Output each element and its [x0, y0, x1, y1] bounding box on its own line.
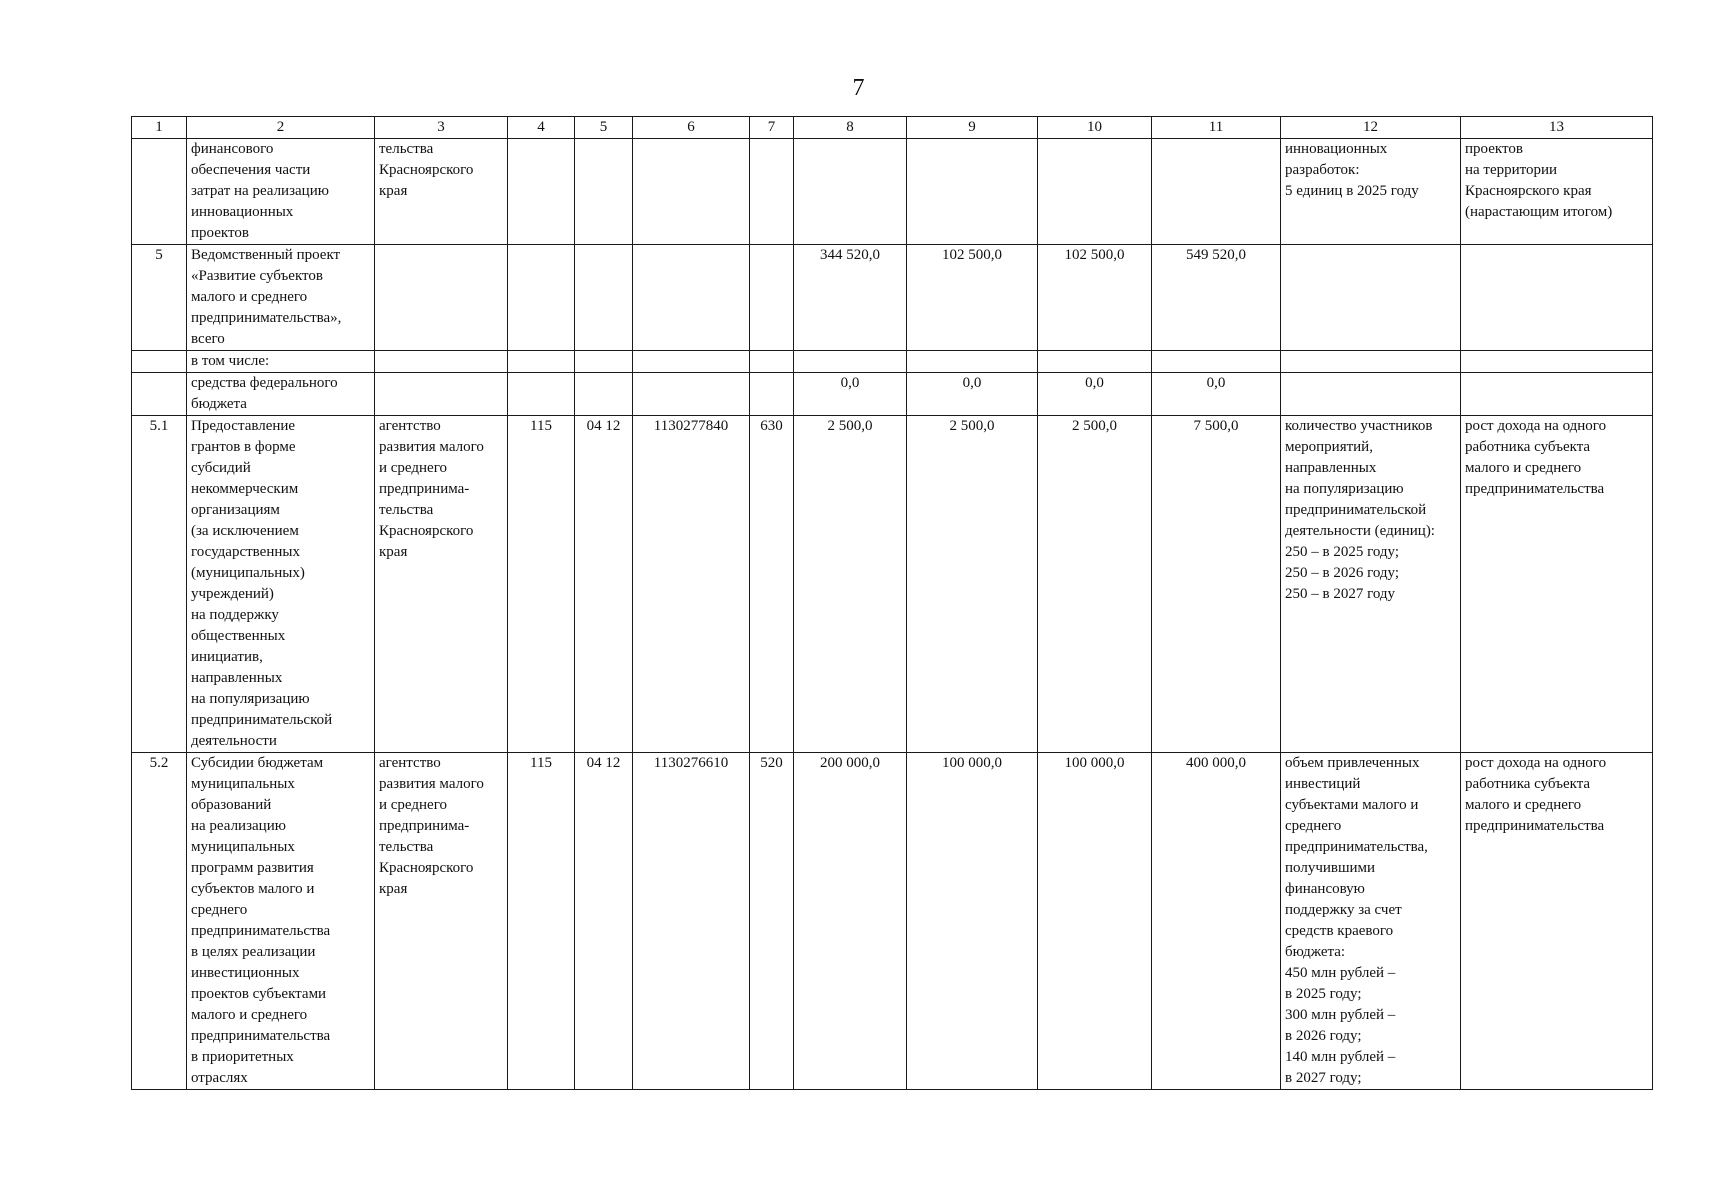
cell-vr: 630	[750, 416, 794, 753]
cell-amount-2027: 102 500,0	[1038, 245, 1152, 351]
table-row-federal	[132, 373, 1653, 416]
column-header: 9	[907, 117, 1038, 139]
cell-amount-total: 0,0	[1152, 373, 1281, 416]
cell-executor	[375, 351, 508, 373]
cell-executor: агентство развития малого и среднего предпринима- тельства Красноярского края	[375, 416, 508, 753]
cell-indicator-link	[1461, 245, 1653, 351]
cell-amount-2026: 2 500,0	[907, 416, 1038, 753]
cell-amount-2027: 0,0	[1038, 373, 1152, 416]
cell-name: в том числе:	[187, 351, 375, 373]
cell-amount-2027	[1038, 351, 1152, 373]
table-row-item-5-1	[132, 416, 1653, 753]
cell-vr	[750, 351, 794, 373]
column-header: 7	[750, 117, 794, 139]
cell-grbs	[508, 351, 575, 373]
cell-rzpr	[575, 351, 633, 373]
cell-number: 5.2	[132, 753, 187, 1090]
column-header: 1	[132, 117, 187, 139]
cell-rzpr: 04 12	[575, 753, 633, 1090]
cell-amount-2027	[1038, 139, 1152, 245]
cell-rzpr	[575, 139, 633, 245]
cell-number	[132, 139, 187, 245]
column-header: 10	[1038, 117, 1152, 139]
cell-vr	[750, 373, 794, 416]
column-header: 11	[1152, 117, 1281, 139]
cell-indicator-link: рост дохода на одного работника субъекта малого и среднего предпринимательства	[1461, 753, 1653, 1090]
cell-csr	[633, 351, 750, 373]
cell-csr	[633, 139, 750, 245]
column-header: 4	[508, 117, 575, 139]
page-number: 7	[852, 75, 865, 101]
cell-amount-2025	[794, 139, 907, 245]
cell-number: 5	[132, 245, 187, 351]
cell-name: средства федерального бюджета	[187, 373, 375, 416]
table-row-project-5	[132, 245, 1653, 351]
cell-csr	[633, 373, 750, 416]
cell-rzpr	[575, 373, 633, 416]
cell-amount-2025: 0,0	[794, 373, 907, 416]
budget-table	[131, 116, 1653, 1090]
cell-amount-total: 400 000,0	[1152, 753, 1281, 1090]
cell-name: Ведомственный проект «Развитие субъектов малого и среднего предпринимательства», всего	[187, 245, 375, 351]
table-header-row	[132, 117, 1653, 139]
cell-amount-2026: 0,0	[907, 373, 1038, 416]
cell-csr: 1130277840	[633, 416, 750, 753]
cell-amount-2026: 102 500,0	[907, 245, 1038, 351]
cell-indicator-link	[1461, 351, 1653, 373]
cell-amount-2025: 344 520,0	[794, 245, 907, 351]
table-row-including	[132, 351, 1653, 373]
cell-grbs	[508, 139, 575, 245]
column-header: 13	[1461, 117, 1653, 139]
column-header: 8	[794, 117, 907, 139]
cell-amount-2027: 2 500,0	[1038, 416, 1152, 753]
cell-amount-2026	[907, 139, 1038, 245]
cell-vr: 520	[750, 753, 794, 1090]
cell-expected-result: количество участников мероприятий, направленных на популяризацию предпринимательской деятельности (единиц): 250 – в 2025 году; 250 – в 2026 году; 250 – в 2027 году	[1281, 416, 1461, 753]
cell-grbs	[508, 245, 575, 351]
cell-csr	[633, 245, 750, 351]
cell-amount-total	[1152, 351, 1281, 373]
cell-indicator-link	[1461, 373, 1653, 416]
cell-rzpr	[575, 245, 633, 351]
cell-expected-result	[1281, 245, 1461, 351]
cell-csr: 1130276610	[633, 753, 750, 1090]
column-header: 5	[575, 117, 633, 139]
column-header: 12	[1281, 117, 1461, 139]
cell-amount-total	[1152, 139, 1281, 245]
column-header: 3	[375, 117, 508, 139]
cell-number: 5.1	[132, 416, 187, 753]
cell-amount-total: 549 520,0	[1152, 245, 1281, 351]
cell-amount-2026: 100 000,0	[907, 753, 1038, 1090]
cell-expected-result: инновационных разработок: 5 единиц в 2025 году	[1281, 139, 1461, 245]
cell-executor	[375, 373, 508, 416]
cell-amount-2025: 2 500,0	[794, 416, 907, 753]
column-header: 2	[187, 117, 375, 139]
cell-vr	[750, 245, 794, 351]
cell-rzpr: 04 12	[575, 416, 633, 753]
cell-grbs	[508, 373, 575, 416]
column-header: 6	[633, 117, 750, 139]
cell-amount-2026	[907, 351, 1038, 373]
cell-executor	[375, 245, 508, 351]
cell-name: Предоставление грантов в форме субсидий некоммерческим организациям (за исключением государственных (муниципальных) учреждений) на поддержку общественных инициатив, направленных на популяризацию предпринимательской деятельности	[187, 416, 375, 753]
cell-executor: агентство развития малого и среднего предпринима- тельства Красноярского края	[375, 753, 508, 1090]
cell-indicator-link: проектов на территории Красноярского края (нарастающим итогом)	[1461, 139, 1653, 245]
cell-vr	[750, 139, 794, 245]
cell-name: Субсидии бюджетам муниципальных образований на реализацию муниципальных программ развития субъектов малого и среднего предпринимательства в целях реализации инвестиционных проектов субъектами малого и среднего предпринимательства в приоритетных отраслях	[187, 753, 375, 1090]
cell-number	[132, 373, 187, 416]
cell-amount-2027: 100 000,0	[1038, 753, 1152, 1090]
cell-grbs: 115	[508, 753, 575, 1090]
cell-number	[132, 351, 187, 373]
table-row-item-5-2	[132, 753, 1653, 1090]
cell-amount-total: 7 500,0	[1152, 416, 1281, 753]
cell-grbs: 115	[508, 416, 575, 753]
cell-expected-result: объем привлеченных инвестиций субъектами малого и среднего предпринимательства, получившими финансовую поддержку за счет средств краевого бюджета: 450 млн рублей – в 2025 году; 300 млн рублей – в 2026 году; 140 млн рублей – в 2027 году;	[1281, 753, 1461, 1090]
cell-expected-result	[1281, 373, 1461, 416]
cell-executor: тельства Красноярского края	[375, 139, 508, 245]
cell-indicator-link: рост дохода на одного работника субъекта малого и среднего предпринимательства	[1461, 416, 1653, 753]
cell-amount-2025: 200 000,0	[794, 753, 907, 1090]
cell-expected-result	[1281, 351, 1461, 373]
cell-amount-2025	[794, 351, 907, 373]
table-row-continuation	[132, 139, 1653, 245]
cell-name: финансового обеспечения части затрат на реализацию инновационных проектов	[187, 139, 375, 245]
